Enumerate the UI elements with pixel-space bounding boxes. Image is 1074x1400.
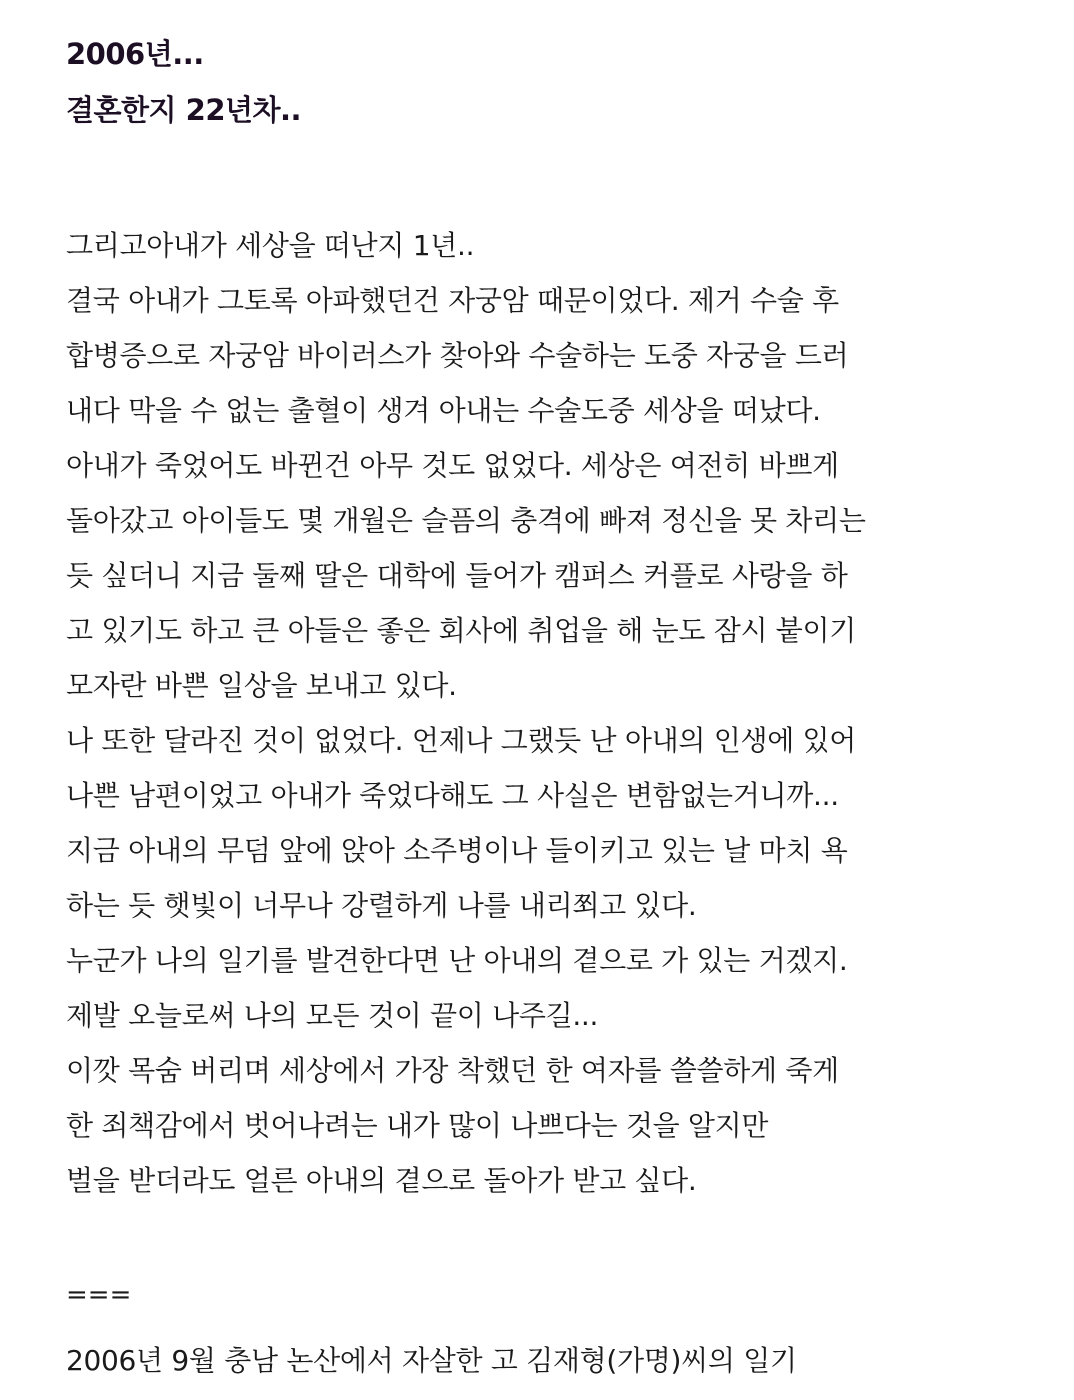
diary-body xyxy=(66,218,1056,1208)
diary-line: 지금 아내의 무덤 앞에 앉아 소주병이나 들이키고 있는 날 마치 욕 xyxy=(66,834,848,867)
diary-line: 모자란 바쁜 일상을 보내고 있다. xyxy=(66,669,457,702)
diary-line: 합병증으로 자궁암 바이러스가 찾아와 수술하는 도중 자궁을 드러 xyxy=(66,339,849,372)
diary-line: 나쁜 남편이었고 아내가 죽었다해도 그 사실은 변함없는거니까... xyxy=(66,779,839,812)
diary-line: 듯 싶더니 지금 둘째 딸은 대학에 들어가 캠퍼스 커플로 사랑을 하 xyxy=(66,559,848,592)
diary-line: 돌아갔고 아이들도 몇 개월은 슬픔의 충격에 빠져 정신을 못 차리는 xyxy=(66,504,866,537)
diary-line: 한 죄책감에서 벗어나려는 내가 많이 나쁘다는 것을 알지만 xyxy=(66,1109,769,1142)
diary-line: 나 또한 달라진 것이 없었다. 언제나 그랬듯 난 아내의 인생에 있어 xyxy=(66,724,857,757)
diary-line: 결국 아내가 그토록 아파했던건 자궁암 때문이었다. 제거 수술 후 xyxy=(66,284,839,317)
diary-line: 고 있기도 하고 큰 아들은 좋은 회사에 취업을 해 눈도 잠시 붙이기 xyxy=(66,614,857,647)
diary-line: 아내가 죽었어도 바뀐건 아무 것도 없었다. 세상은 여전히 바쁘게 xyxy=(66,449,839,482)
diary-line: 제발 오늘로써 나의 모든 것이 끝이 나주길... xyxy=(66,999,599,1032)
diary-line: 하는 듯 햇빛이 너무나 강렬하게 나를 내리쬐고 있다. xyxy=(66,889,697,922)
heading-marriage-years: 결혼한지 22년차.. xyxy=(66,93,302,127)
diary-line: 벌을 받더라도 얼른 아내의 곁으로 돌아가 받고 싶다. xyxy=(66,1164,697,1197)
document xyxy=(66,0,1056,1388)
diary-line: 그리고아내가 세상을 떠난지 1년.. xyxy=(66,229,475,262)
diary-line: 누군가 나의 일기를 발견한다면 난 아내의 곁으로 가 있는 거겠지. xyxy=(66,944,848,977)
diary-line: 이깟 목숨 버리며 세상에서 가장 착했던 한 여자를 쓸쓸하게 죽게 xyxy=(66,1054,839,1087)
section-separator: === xyxy=(66,1280,132,1310)
diary-line: 내다 막을 수 없는 출혈이 생겨 아내는 수술도중 세상을 떠났다. xyxy=(66,394,821,427)
heading-year: 2006년... xyxy=(66,37,204,71)
source-caption: 2006년 9월 충남 논산에서 자살한 고 김재형(가명)씨의 일기 xyxy=(66,1344,797,1377)
